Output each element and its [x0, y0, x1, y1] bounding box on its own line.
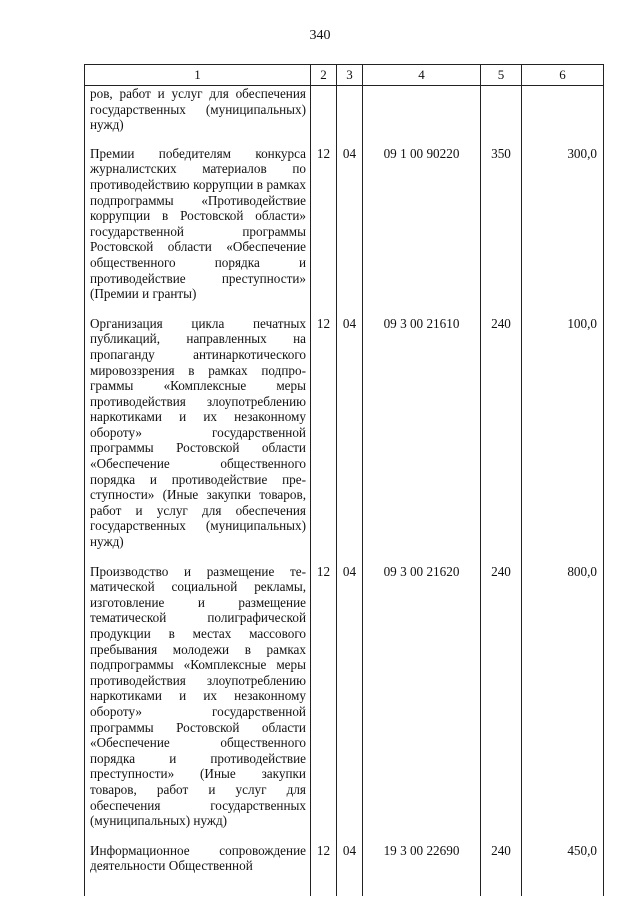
row-description: Организация цикла печатных публикаций, направленных на пропаганду антинаркотического мировоззрения в рамках подпрограммы «Комплексные меры противодействия злоупотреблению наркотиками и их незаконному обороту» государственной программы Ростовской области «Обеспечение общественного порядка и противодействие преступности» (Иные закупки товаров, работ и услуг для обеспечения государственных (муниципальных) нужд)	[85, 315, 311, 563]
budget-table	[84, 64, 604, 896]
row-expense-type: 240	[481, 842, 522, 896]
column-header: 1	[85, 65, 311, 86]
row-subsection: 04	[337, 842, 363, 896]
row-target-code: 09 1 00 90220	[363, 145, 481, 315]
row-description: ров, работ и услуг для обеспечения государственных (муниципальных) нужд)	[85, 86, 311, 145]
row-target-code	[363, 86, 481, 145]
table-header-row	[85, 65, 604, 86]
table-row	[85, 86, 604, 145]
row-amount: 100,0	[522, 315, 604, 563]
row-target-code: 19 3 00 22690	[363, 842, 481, 896]
row-expense-type: 350	[481, 145, 522, 315]
row-section: 12	[311, 842, 337, 896]
table-row	[85, 563, 604, 842]
column-header: 5	[481, 65, 522, 86]
row-description: Информационное сопровождение деятельности Общественной	[85, 842, 311, 896]
column-header: 2	[311, 65, 337, 86]
column-header: 6	[522, 65, 604, 86]
page-number: 340	[309, 28, 331, 43]
column-header: 3	[337, 65, 363, 86]
row-description: Премии победителям конкурса журналистских материалов по противодействию коррупции в рамках подпрограммы «Противодействие коррупции в Ростовской области» государственной программы Ростовской области «Обеспечение общественного порядка и противодействие преступности» (Премии и гранты)	[85, 145, 311, 315]
row-section: 12	[311, 563, 337, 842]
row-amount: 300,0	[522, 145, 604, 315]
row-subsection: 04	[337, 315, 363, 563]
row-target-code: 09 3 00 21620	[363, 563, 481, 842]
row-description: Производство и размещение тематической социальной рекламы, изготовление и размещение тематической полиграфической продукции в местах массового пребывания молодежи в рамках подпрограммы «Комплексные меры противодействия злоупотреблению наркотиками и их незаконному обороту» государственной программы Ростовской области «Обеспечение общественного порядка и противодействие преступности» (Иные закупки товаров, работ и услуг для обеспечения государственных (муниципальных) нужд)	[85, 563, 311, 842]
row-subsection: 04	[337, 145, 363, 315]
table-row	[85, 315, 604, 563]
row-subsection	[337, 86, 363, 145]
column-header: 4	[363, 65, 481, 86]
row-amount	[522, 86, 604, 145]
row-expense-type: 240	[481, 315, 522, 563]
row-expense-type: 240	[481, 563, 522, 842]
row-amount: 800,0	[522, 563, 604, 842]
table-row	[85, 842, 604, 896]
row-amount: 450,0	[522, 842, 604, 896]
row-section: 12	[311, 145, 337, 315]
table-row	[85, 145, 604, 315]
row-section	[311, 86, 337, 145]
row-section: 12	[311, 315, 337, 563]
row-expense-type	[481, 86, 522, 145]
row-target-code: 09 3 00 21610	[363, 315, 481, 563]
row-subsection: 04	[337, 563, 363, 842]
